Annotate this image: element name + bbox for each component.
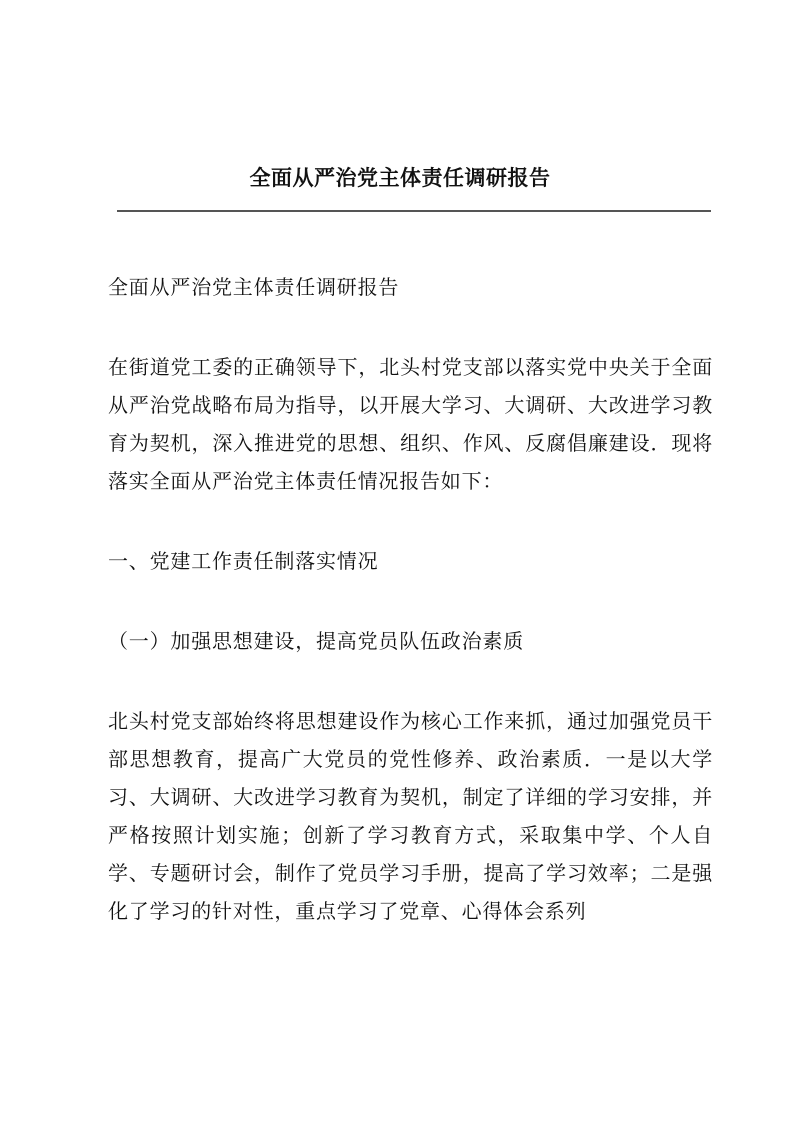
title-divider	[117, 210, 711, 212]
page-title: 全面从严治党主体责任调研报告	[249, 165, 551, 190]
document-body	[108, 268, 713, 972]
section-heading-1: 一、党建工作责任制落实情况	[108, 549, 379, 573]
document-subtitle: 全面从严治党主体责任调研报告	[108, 275, 400, 299]
subsection-heading-1: （一）加强思想建设，提高党员队伍政治素质	[108, 629, 524, 653]
intro-paragraph: 在街道党工委的正确领导下，北头村党支部以落实党中央关于全面从严治党战略布局为指导，以开展大学习、大调研、大改进学习教育为契机，深入推进党的思想、组织、作风、反腐倡廉建设．现将落实全面从严治党主体责任情况报告如下：	[108, 355, 713, 493]
body-paragraph: 北头村党支部始终将思想建设作为核心工作来抓，通过加强党员干部思想教育，提高广大党员的党性修养、政治素质．一是以大学习、大调研、大改进学习教育为契机，制定了详细的学习安排，并严格按照计划实施；创新了学习教育方式，采取集中学、个人自学、专题研讨会，制作了党员学习手册，提高了学习效率；二是强化了学习的针对性，重点学习了党章、心得体会系列	[108, 709, 713, 923]
